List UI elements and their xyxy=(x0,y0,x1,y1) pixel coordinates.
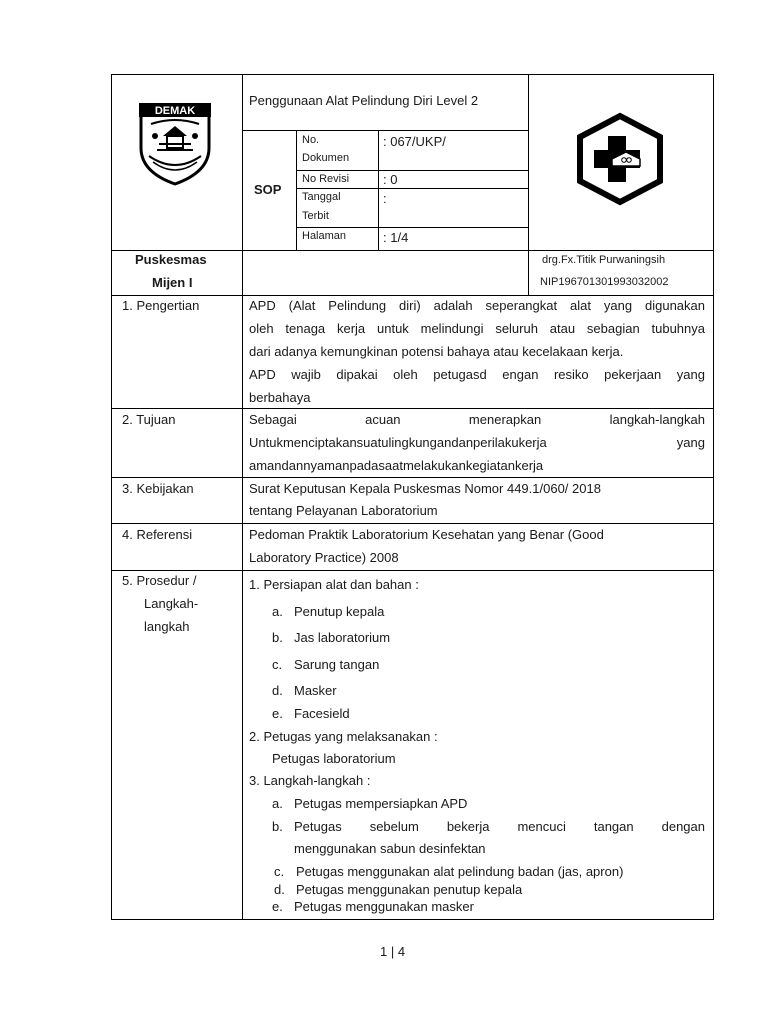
sop-label: SOP xyxy=(254,182,282,197)
section-label-prosedur: langkah xyxy=(144,619,190,634)
svg-text:DEMAK: DEMAK xyxy=(154,105,196,117)
tujuan-line: Untukmenciptakansuatulingkungandanperilakukerja yang xyxy=(249,435,705,450)
pengertian-line: dari adanya kemungkinan potensi bahaya atau kecelakaan kerja. xyxy=(249,344,624,359)
puskesmas-logo xyxy=(572,112,668,206)
list-item: Petugas menggunakan alat pelindung badan (jas, apron) xyxy=(296,864,624,879)
meta-value-halaman: : 1/4 xyxy=(383,230,409,245)
pengertian-line: APD wajib dipakai oleh petugasd engan resiko pekerjaan yang xyxy=(249,367,705,382)
section-label-tujuan: 2. Tujuan xyxy=(122,412,176,427)
list-item: Sarung tangan xyxy=(294,657,380,672)
list-item-continued: menggunakan sabun desinfektan xyxy=(294,841,486,856)
referensi-line: Pedoman Praktik Laboratorium Kesehatan yang Benar (Good xyxy=(249,527,604,542)
list-item: Petugas menggunakan masker xyxy=(294,899,474,914)
org-name-line-2: Mijen I xyxy=(152,275,193,290)
list-item: Masker xyxy=(294,683,337,698)
section-label-prosedur: 5. Prosedur / xyxy=(122,573,197,588)
list-item: Facesield xyxy=(294,706,350,721)
pengertian-line: oleh tenaga kerja untuk melindungi seluruh atau sebagian tubuhnya xyxy=(249,321,705,336)
meta-label-tanggal-1: Tanggal xyxy=(302,191,341,203)
list-marker: e. xyxy=(272,899,283,914)
pengertian-line: berbahaya xyxy=(249,390,311,405)
meta-label-halaman: Halaman xyxy=(302,230,347,242)
page-number: 1 | 4 xyxy=(380,944,406,959)
list-item: Jas laboratorium xyxy=(294,630,391,645)
meta-value-dokumen: : 067/UKP/ xyxy=(383,134,446,149)
list-marker: b. xyxy=(272,819,283,834)
tujuan-line: Sebagai acuan menerapkan langkah-langkah xyxy=(249,412,705,427)
demak-logo xyxy=(135,100,215,188)
pengertian-line: APD (Alat Pelindung diri) adalah seperangkat alat yang digunakan xyxy=(249,298,705,313)
procedure-step-detail: Petugas laboratorium xyxy=(272,751,396,766)
meta-label-dokumen-1: No. xyxy=(302,134,320,146)
section-label-kebijakan: 3. Kebijakan xyxy=(122,481,194,496)
procedure-step: 2. Petugas yang melaksanakan : xyxy=(249,729,438,744)
list-marker: e. xyxy=(272,706,283,721)
section-label-referensi: 4. Referensi xyxy=(122,527,193,542)
list-marker: b. xyxy=(272,630,283,645)
list-item: Petugas menggunakan penutup kepala xyxy=(296,882,523,897)
meta-value-tanggal: : xyxy=(383,191,387,206)
procedure-step: 3. Langkah-langkah : xyxy=(249,773,371,788)
list-marker: d. xyxy=(272,683,283,698)
list-item: Petugas mempersiapkan APD xyxy=(294,796,468,811)
org-name-line-1: Puskesmas xyxy=(135,252,207,267)
list-marker: c. xyxy=(272,657,283,672)
list-marker: a. xyxy=(272,796,283,811)
kebijakan-line: tentang Pelayanan Laboratorium xyxy=(249,503,438,518)
signer-name: drg.Fx.Titik Purwaningsih xyxy=(542,254,666,266)
list-item: Petugas sebelum bekerja mencuci tangan dengan xyxy=(294,819,705,834)
section-label-pengertian: 1. Pengertian xyxy=(122,298,200,313)
procedure-step: 1. Persiapan alat dan bahan : xyxy=(249,577,419,592)
meta-label-tanggal-2: Terbit xyxy=(302,210,329,222)
referensi-line: Laboratory Practice) 2008 xyxy=(249,550,399,565)
list-item: Penutup kepala xyxy=(294,604,385,619)
list-marker: d. xyxy=(274,882,285,897)
meta-value-revisi: : 0 xyxy=(383,172,398,187)
list-marker: c. xyxy=(274,864,285,879)
kebijakan-line: Surat Keputusan Kepala Puskesmas Nomor 449.1/060/ 2018 xyxy=(249,481,601,496)
signer-nip: NIP196701301993032002 xyxy=(540,276,669,288)
meta-label-dokumen-2: Dokumen xyxy=(302,152,350,164)
list-marker: a. xyxy=(272,604,283,619)
document-title: Penggunaan Alat Pelindung Diri Level 2 xyxy=(249,93,479,108)
tujuan-line: amandannyamanpadasaatmelakukankegiatankerja xyxy=(249,458,544,473)
section-label-prosedur: Langkah- xyxy=(144,596,199,611)
meta-label-revisi: No Revisi xyxy=(302,173,350,185)
